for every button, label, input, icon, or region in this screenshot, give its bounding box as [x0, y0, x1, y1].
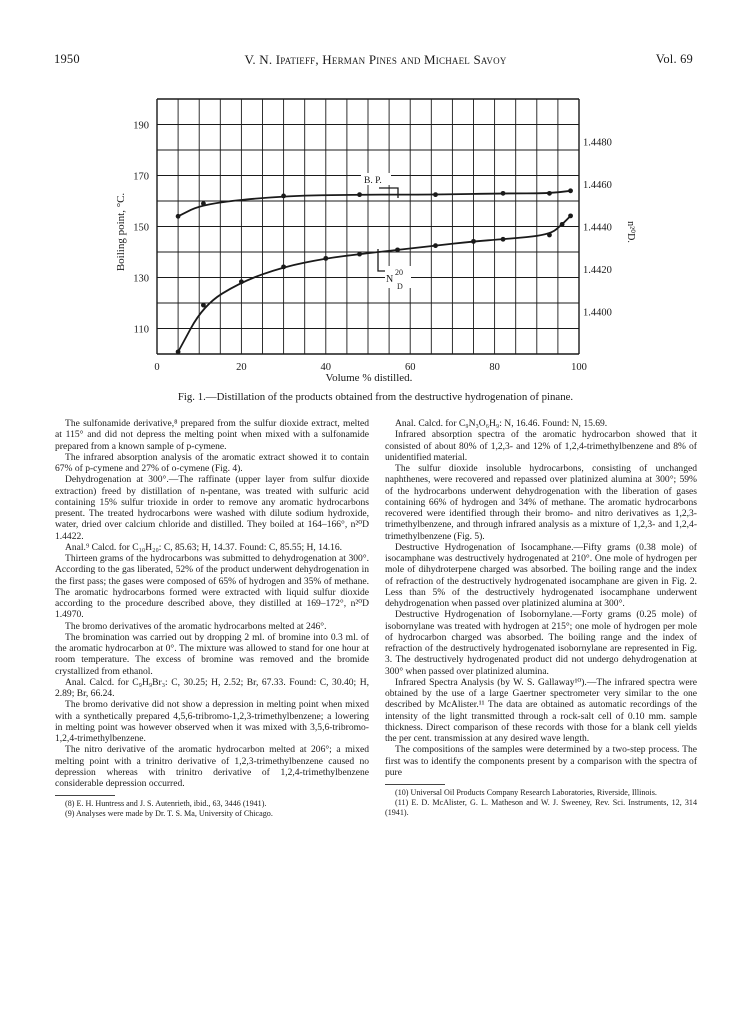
paragraph: Anal.⁹ Calcd. for C₁₀H₂₀: C, 85.63; H, 14.37. Found: C, 85.55; H, 14.16.: [65, 541, 343, 553]
data-point: [568, 213, 573, 218]
footnote: (8) E. H. Huntress and J. S. Autenrieth, ibid., 63, 3446 (1941).: [65, 799, 267, 809]
data-point: [395, 247, 400, 252]
y-right-tick-label: 1.4440: [583, 222, 612, 234]
footnote: (9) Analyses were made by Dr. T. S. Ma, University of Chicago.: [65, 809, 273, 819]
data-point: [323, 256, 328, 261]
nd-sup: 20: [395, 268, 403, 277]
data-point: [433, 192, 438, 197]
series-line-2: [178, 216, 570, 352]
x-tick-label: 40: [320, 362, 332, 373]
footnote: (10) Universal Oil Products Company Research Laboratories, Riverside, Illinois.: [395, 788, 657, 797]
figure-1-chart: [0, 0, 751, 390]
y-axis-label-left: Boiling point, °C.: [115, 192, 127, 272]
data-point: [433, 243, 438, 248]
nd-sub: D: [397, 282, 403, 291]
data-point: [281, 264, 286, 269]
y-axis-left-ticks: [133, 121, 149, 336]
paragraph: The infrared absorption analysis of the aromatic extract showed it to contain 67% of p-cymene and 27% of o-cymene (Fig. 4).: [55, 451, 369, 474]
page-number: 1950: [54, 52, 80, 66]
series-line-1: [178, 191, 570, 217]
data-point: [547, 191, 552, 196]
paragraph: Anal. Calcd. for C₉N₃O₆H₉: N, 16.46. Found: N, 15.69.: [395, 418, 608, 429]
chart-series: [176, 188, 573, 354]
data-point: [501, 237, 506, 242]
bp-label: B. P.: [364, 176, 382, 186]
data-point: [547, 233, 552, 238]
paragraph: Infrared Spectra Analysis (by W. S. Gallaway¹⁰).—The infrared spectra were obtained by the use of a large Gaertner spectrometer very similar to the one described by McAlister.¹¹ The data are obtained as automatic recordings of the intensity of the light transmitted through a rock-salt cell of 0.10 mm. sample thickness. Direct comparison of these records with those for a blank cell yields the per cent. transmission at any desired wave length.: [385, 676, 697, 744]
data-point: [471, 239, 476, 244]
nd-annotation: [378, 249, 411, 291]
paragraph: The compositions of the samples were determined by a two-step process. The first was to identify the components present by a comparison with the spectra of pure: [385, 744, 697, 778]
paragraph: Destructive Hydrogenation of Isocamphane.—Fifty grams (0.38 mole) of isocamphane was destructively hydrogenated at 210°. One mole of hydrogen per mole of dihydroterpene charged was absorbed. The boiling range and the index of refraction of the destructively hydrogenated isocamphane are given in Fig. 2. Less than 5% of the destructively hydrogenated isocamphane underwent dehydrogenation when passed over platinized alumina at 300°.: [385, 541, 697, 609]
nd-label: N: [386, 274, 394, 285]
footnote-rule: [55, 795, 115, 796]
chart-grid: [157, 99, 579, 354]
data-point: [176, 214, 181, 219]
data-point: [176, 349, 181, 354]
data-point: [281, 194, 286, 199]
x-tick-label: 20: [236, 362, 247, 373]
paragraph: The sulfonamide derivative,⁸ prepared from the sulfur dioxide extract, melted at 115° and did not depress the melting point when mixed with a sulfonamide prepared from a known sample of p-cymene.: [55, 418, 369, 452]
paragraph: Dehydrogenation at 300°.—The raffinate (upper layer from sulfur dioxide extraction) freed by distillation of n-pentane, was treated with sulfuric acid containing 15% sulfur trioxide in order to remove any aromatic hydrocarbons present. The treated hydrocarbons were washed with dilute sodium hydroxide, water, dried over calcium chloride and distilled. They boiled at 164–166°, n²⁰D 1.4422.: [55, 474, 369, 542]
y-right-tick-label: 1.4400: [583, 307, 612, 319]
y-right-tick-label: 1.4480: [583, 137, 612, 149]
y-tick-label: 130: [133, 273, 149, 285]
volume-label: Vol. 69: [655, 52, 693, 66]
footnote: (11) E. D. McAlister, G. L. Matheson and W. J. Sweeney, Rev. Sci. Instruments, 12, 314 (1941).: [385, 798, 697, 817]
footnote-rule: [385, 784, 445, 785]
x-tick-label: 80: [489, 362, 500, 373]
data-point: [201, 303, 206, 308]
right-column: [385, 418, 697, 818]
paragraph: Destructive Hydrogenation of Isobornylane.—Forty grams (0.25 mole) of isobornylane was treated with hydrogen at 215°; one mole of hydrogen per mole of hydrocarbon charged was absorbed. The boiling range and the index of refraction of the destructively hydrogenated isobornylane are represented in Fig. 3. The destructively hydrogenated product did not undergo dehydrogenation at 300° when passed over platinized alumina.: [385, 609, 697, 677]
paragraph: Anal. Calcd. for C₉H₉Br₃: C, 30.25; H, 2.52; Br, 67.33. Found: C, 30.40; H, 2.89; Br, 66.24.: [55, 676, 369, 699]
left-column: [55, 418, 369, 819]
paragraph: The bromination was carried out by dropping 2 ml. of bromine into 0.3 ml. of the aromatic hydrocarbon at 0°. The mixture was allowed to stand for one hour at room temperature. The excess of bromine was removed and the bromide crystallized from ethanol.: [55, 631, 369, 677]
paragraph: Infrared absorption spectra of the aromatic hydrocarbon showed that it consisted of about 80% of 1,2,3- and 12% of 1,2,4-trimethylbenzene and 8% of unidentified material.: [385, 429, 697, 463]
y-axis-right-ticks: [583, 138, 612, 319]
data-point: [568, 188, 573, 193]
data-point: [357, 192, 362, 197]
x-tick-label: 0: [154, 362, 160, 373]
y-tick-label: 150: [133, 222, 149, 234]
data-point: [501, 191, 506, 196]
paragraph: The sulfur dioxide insoluble hydrocarbons, consisting of unchanged naphthenes, were recovered and repassed over platinized alumina at 300°; 59% of the hydrocarbons underwent dehydrogenation with the liberation of gases containing 66% of hydrogen and 34% of methane. The aromatic hydrocarbons recovered were identified through their bromo- and nitro derivatives as 1,2,3-trimethylbenzene, and through infrared analysis as a mixture of 1,2,3- and 1,2,4-trimethylbenzene (Fig. 5).: [385, 463, 697, 542]
running-title: V. N. Ipatieff, Herman Pines and Michael Savoy: [244, 52, 507, 67]
y-tick-label: 170: [133, 171, 149, 183]
data-point: [357, 252, 362, 257]
y-right-tick-label: 1.4420: [583, 265, 612, 276]
x-tick-label: 100: [571, 362, 587, 373]
data-point: [201, 201, 206, 206]
paragraph: The bromo derivatives of the aromatic hydrocarbons melted at 246°.: [65, 620, 327, 632]
paragraph: Thirteen grams of the hydrocarbons was submitted to dehydrogenation at 300°. According to the gas liberated, 52% of the product underwent dehydrogenation in the first pass; the gases were composed of 65% of hydrogen and 35% of methane. The aromatic hydrocarbons formed were extracted with liquid sulfur dioxide according to the procedure described above, they distilled at 169–172°, n²⁰D 1.4970.: [55, 553, 369, 621]
data-point: [560, 222, 565, 227]
x-tick-label: 60: [404, 362, 416, 373]
figure-caption: Fig. 1.—Distillation of the products obtained from the destructive hydrogenation of pinane.: [177, 391, 574, 403]
y-tick-label: 190: [133, 120, 149, 132]
paragraph: The nitro derivative of the aromatic hydrocarbon melted at 206°; a mixed melting point with a trinitro derivative of 1,2,3-trimethylbenzene caused no depression whereas with trinitro derivative of 1,2,4-trimethylbenzene considerable depression occurred.: [55, 744, 369, 789]
y-axis-label-right: n²⁰D.: [625, 221, 636, 243]
y-right-tick-label: 1.4460: [583, 180, 612, 191]
x-axis-label: Volume % distilled.: [325, 372, 413, 384]
y-tick-label: 110: [133, 324, 149, 336]
paragraph: The bromo derivative did not show a depression in melting point when mixed with a synthetically prepared 4,5,6-tribromo-1,2,3-trimethylbenzene; a lowering in melting point was however observed when it was mixed with 3,5,6-tribromo-1,2,4-trimethylbenzene.: [55, 699, 369, 744]
data-point: [239, 279, 244, 284]
